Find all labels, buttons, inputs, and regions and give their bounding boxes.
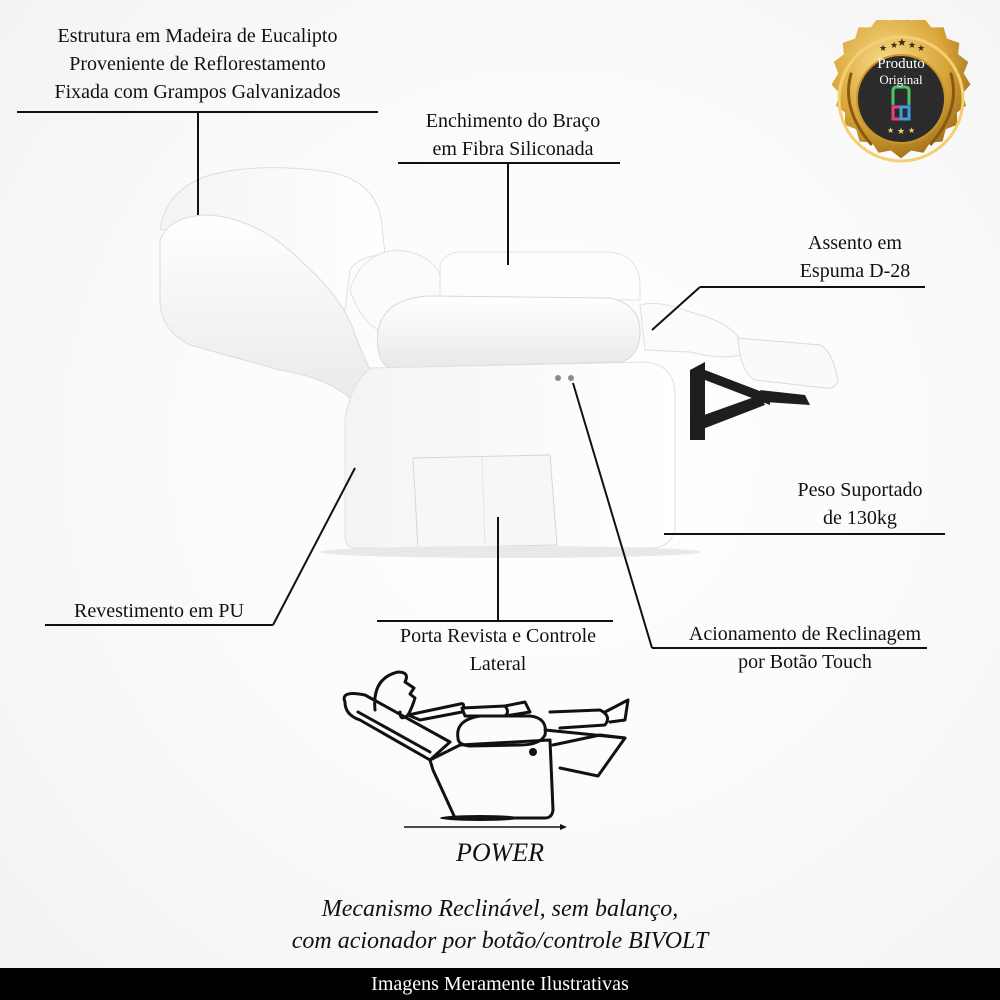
svg-text:★: ★ xyxy=(887,126,895,135)
svg-text:★: ★ xyxy=(908,40,917,50)
caption-line1: Mecanismo Reclinável, sem balanço, xyxy=(321,896,679,922)
badge-line2: Original xyxy=(879,72,923,87)
badge-line1: Produto xyxy=(877,56,925,72)
svg-text:★: ★ xyxy=(897,126,906,136)
callout-enchimento-line2: em Fibra Siliconada xyxy=(432,138,594,160)
callout-estrutura-line1: Estrutura em Madeira de Eucalipto xyxy=(57,25,338,47)
callout-estrutura-line3: Fixada com Grampos Galvanizados xyxy=(54,81,341,103)
caption-line2: com acionador por botão/controle BIVOLT xyxy=(291,928,709,954)
callout-porta-revista-line2: Lateral xyxy=(469,653,527,675)
callout-acionamento-line1: Acionamento de Reclinagem xyxy=(688,623,922,645)
svg-text:★: ★ xyxy=(897,37,907,49)
callout-assento-line2: Espuma D-28 xyxy=(799,260,911,282)
svg-text:★: ★ xyxy=(908,126,916,135)
callout-estrutura-line2: Proveniente de Reflorestamento xyxy=(69,53,326,75)
callout-enchimento-line1: Enchimento do Braço xyxy=(425,110,601,132)
svg-text:★: ★ xyxy=(917,43,926,53)
callout-acionamento-line2: por Botão Touch xyxy=(738,651,872,673)
callout-peso-line2: de 130kg xyxy=(823,507,897,529)
callout-revestimento-line1: Revestimento em PU xyxy=(74,600,244,622)
diagram-power-label: POWER xyxy=(455,838,545,867)
footer-banner: Imagens Meramente Ilustrativas xyxy=(0,968,1000,1000)
callout-peso-line1: Peso Suportado xyxy=(797,479,923,501)
svg-text:★: ★ xyxy=(890,40,899,50)
callout-assento-line1: Assento em xyxy=(808,232,902,254)
callout-porta-revista-line1: Porta Revista e Controle xyxy=(399,625,597,647)
svg-text:★: ★ xyxy=(879,43,888,53)
